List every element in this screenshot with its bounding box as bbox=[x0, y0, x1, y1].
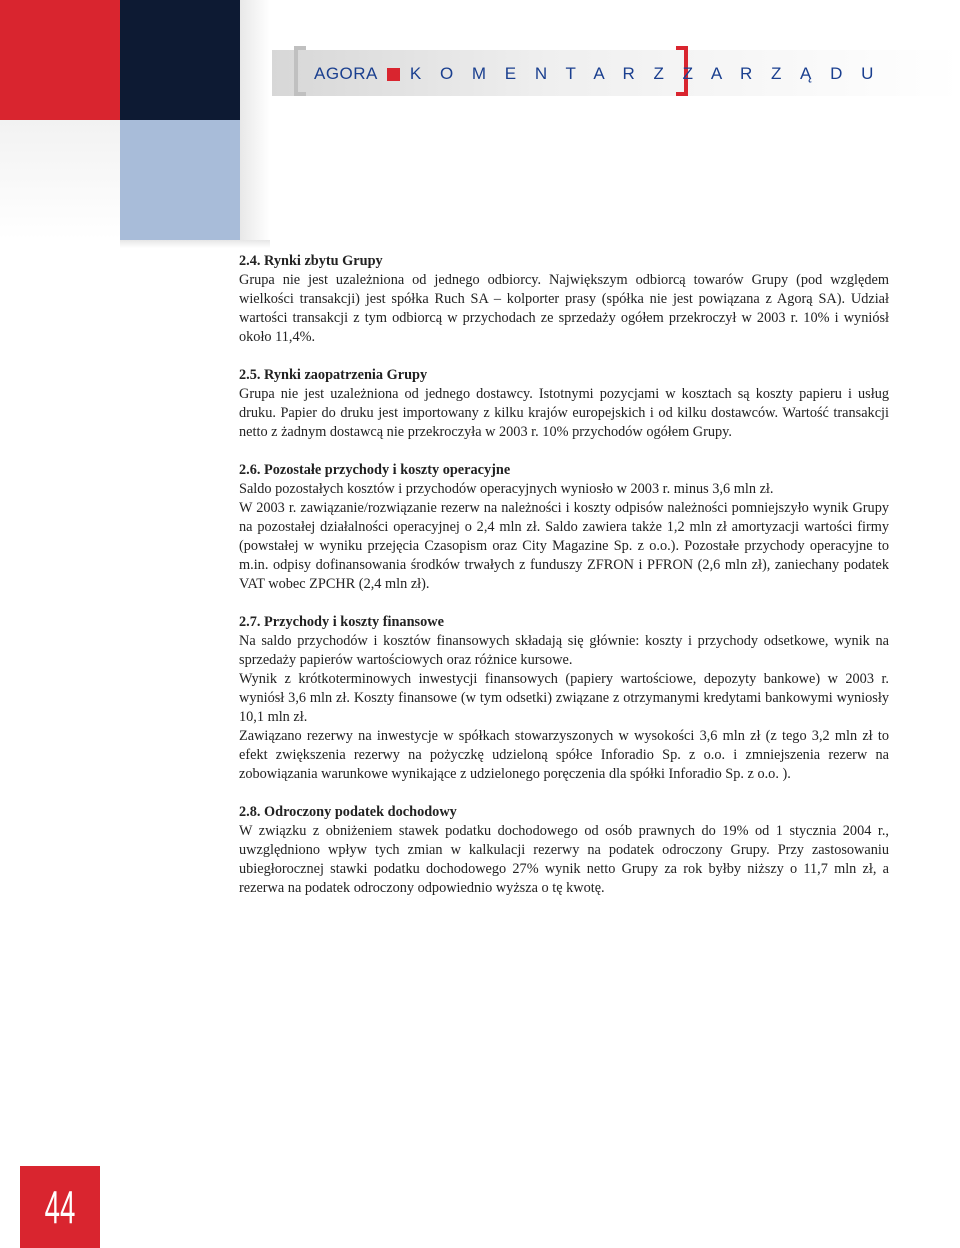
decor-navy-block bbox=[120, 0, 240, 120]
paragraph: Wynik z krótkoterminowych inwestycji finansowych (papiery wartościowe, depozyty bankowe) w 2003 r. wyniósł 3,6 mln zł. Koszty finansowe (w tym odsetki) związane z otrzymanymi kredytami bankowymi wyniosły 10,1 mln zł. bbox=[239, 671, 889, 725]
bracket-left-icon bbox=[294, 46, 306, 96]
decor-blue-block bbox=[120, 120, 240, 240]
decor-shadow bbox=[0, 120, 120, 240]
section-heading: 2.8. Odroczony podatek dochodowy bbox=[239, 804, 457, 820]
page-number-box bbox=[20, 1166, 100, 1248]
section-heading: 2.6. Pozostałe przychody i koszty operacyjne bbox=[239, 462, 511, 478]
brand-name: AGORA bbox=[314, 64, 378, 83]
section-2-6 bbox=[239, 461, 889, 594]
decor-shadow-bottom bbox=[120, 240, 270, 248]
paragraph: Saldo pozostałych kosztów i przychodów operacyjnych wyniosło w 2003 r. minus 3,6 mln zł. bbox=[239, 481, 774, 497]
section-heading: 2.7. Przychody i koszty finansowe bbox=[239, 614, 444, 630]
section-2-8 bbox=[239, 803, 889, 898]
decor-shadow-right bbox=[240, 0, 270, 240]
paragraph: Na saldo przychodów i kosztów finansowych składają się głównie: koszty i przychody odsetkowe, wynik na sprzedaży papierów wartościowych oraz różnice kursowe. bbox=[239, 633, 889, 668]
running-header bbox=[314, 61, 880, 87]
section-2-7 bbox=[239, 613, 889, 784]
section-heading: 2.5. Rynki zaopatrzenia Grupy bbox=[239, 367, 428, 383]
paragraph: Zawiązano rezerwy na inwestycje w spółkach stowarzyszonych w wysokości 3,6 mln zł (z tego 3,2 mln zł to efekt zwiększenia rezerwy na pożyczkę udzieloną spółce Inforadio Sp. z o.o. i zmniejszenia rezerw na zobowiązania warunkowe wynikające z udzielonego poręczenia dla spółki Inforadio Sp. z o.o. ). bbox=[239, 728, 889, 782]
section-title: K O M E N T A R Z Z A R Z Ą D U bbox=[409, 64, 881, 83]
paragraph: Grupa nie jest uzależniona od jednego odbiorcy. Największym odbiorcą towarów Grupy (pod względem wielkości transakcji) jest spółka Ruch SA – kolporter prasy (spółka nie jest powiązana z Agorą SA). Udział wartości transakcji z tym odbiorcą w przychodach ze sprzedaży ogółem przekroczył w 2003 r. 10% i wyniósł około 11,4%. bbox=[239, 272, 889, 345]
paragraph: W związku z obniżeniem stawek podatku dochodowego od osób prawnych do 19% od 1 stycznia 2004 r., uwzględniono wpływ tych zmian w kalkulacji rezerwy na podatek odroczony Grupy. Przy zastosowaniu ubiegłorocznej stawki podatku dochodowego 27% wynik netto Grupy za rok byłby niższy o 11,7 mln zł, a rezerwa na podatek odroczony odpowiednio wyższa o tę kwotę. bbox=[239, 823, 889, 896]
section-heading: 2.4. Rynki zbytu Grupy bbox=[239, 253, 383, 269]
paragraph: W 2003 r. zawiązanie/rozwiązanie rezerw na należności i koszty odpisów należności pomniejszyło wynik Grupy na pozostałej działalności operacyjnej o 2,4 mln zł. Saldo zawiera także 1,2 mln zł amortyzacji wartości firmy (powstałej w wyniku przejęcia Czasopism oraz City Magazine Sp. z o.o.). Pozostałe przychody operacyjne to m.in. odpisy dofinansowania środków trwałych z funduszy ZFRON i PFRON (2,6 mln zł), zaniechany podatek VAT wobec ZPCHR (2,4 mln zł). bbox=[239, 500, 889, 592]
paragraph: Grupa nie jest uzależniona od jednego dostawcy. Istotnymi pozycjami w kosztach są koszty papieru i usług druku. Papier do druku jest importowany z kilku krajów europejskich i od kilku dostawców. Wartość transakcji netto z żadnym dostawcą nie przekroczyła w 2003 r. 10% przychodów ogółem Grupy. bbox=[239, 386, 889, 440]
red-square-icon bbox=[387, 68, 400, 81]
main-content bbox=[239, 252, 889, 898]
section-2-5 bbox=[239, 366, 889, 442]
section-2-4 bbox=[239, 252, 889, 347]
decor-red-block bbox=[0, 0, 120, 120]
page-number: 44 bbox=[44, 1181, 76, 1233]
